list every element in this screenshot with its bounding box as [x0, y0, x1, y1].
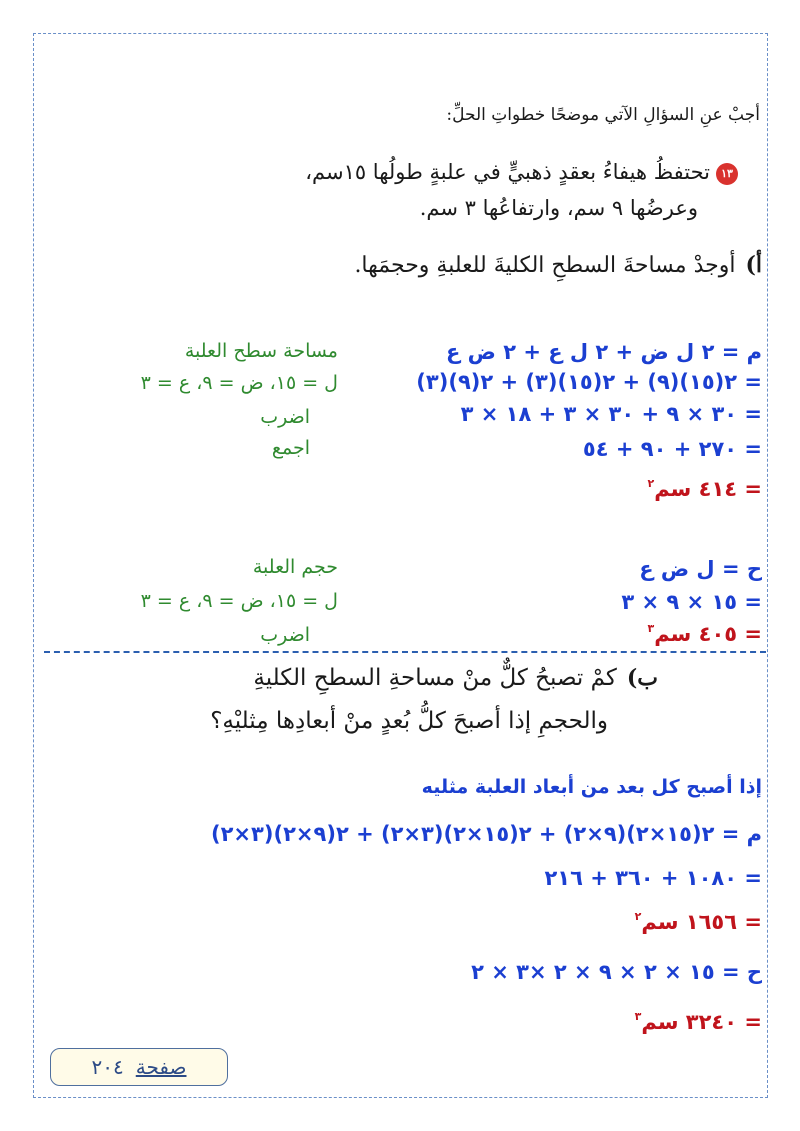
surface-result: [647, 477, 762, 501]
surface-note-title: مساحة سطح العلبة: [184, 340, 338, 362]
surface-note-add: اجمع: [271, 437, 310, 459]
doubled-surface-add: = ١٠٨٠ + ٣٦٠ + ٢١٦: [544, 866, 762, 890]
page-number-box: [50, 1048, 228, 1086]
doubled-volume-result-value: = ٣٢٤٠ سم: [641, 1010, 762, 1034]
volume-note-multiply: اضرب: [260, 624, 310, 646]
surface-result-value: = ٤١٤ سم: [654, 477, 762, 501]
instruction-text: أجبْ عنِ السؤالِ الآتي موضحًا خطواتِ الحلِّ:: [446, 105, 760, 125]
volume-note-title: حجم العلبة: [252, 556, 338, 578]
part-b-text-1: كمْ تصبحُ كلٌّ منْ مساحةِ السطحِ الكليةِ: [253, 665, 617, 691]
part-b-line-2: والحجمِ إذا أصبحَ كلُّ بُعدٍ منْ أبعادِها مِثليْهِ؟: [210, 708, 608, 734]
question-line-2: وعرضُها ٩ سم، وارتفاعُها ٣ سم.: [419, 196, 698, 220]
doubled-volume-result: [635, 1010, 762, 1034]
volume-result: [647, 622, 762, 646]
part-a: [354, 252, 762, 278]
question-number-badge: ١٣: [716, 163, 738, 185]
volume-result-exponent: ٣: [647, 622, 655, 635]
surface-note-multiply: اضرب: [260, 406, 310, 428]
surface-formula: م = ٢ ل ض + ٢ ل ع + ٢ ض ع: [445, 340, 762, 364]
doubled-surface-substitution: م = ٢(١٥×٢)(٩×٢) + ٢(١٥×٢)(٣×٢) + ٢(٩×٢)(٣×٢): [210, 822, 762, 846]
page-number: ٢٠٤: [91, 1055, 124, 1079]
page-label: صفحة: [135, 1055, 187, 1079]
surface-substitution: = ٢(١٥)(٩) + ٢(١٥)(٣) + ٢(٩)(٣): [416, 370, 762, 394]
volume-formula: ح = ل ض ع: [639, 557, 762, 581]
doubled-surface-result: [635, 910, 762, 934]
section-separator: [44, 651, 766, 653]
doubled-heading: إذا أصبح كل بعد من أبعاد العلبة مثليه: [421, 776, 762, 798]
surface-note-values: ل = ١٥، ض = ٩، ع = ٣: [140, 372, 338, 394]
part-b-line-1: [253, 665, 658, 691]
doubled-surface-exponent: ٢: [634, 910, 642, 923]
surface-add: = ٢٧٠ + ٩٠ + ٥٤: [582, 437, 762, 461]
doubled-volume-exponent: ٣: [634, 1010, 642, 1023]
part-a-text: أوجدْ مساحةَ السطحِ الكليةَ للعلبةِ وحجمَها.: [354, 253, 736, 278]
volume-note-values: ل = ١٥، ض = ٩، ع = ٣: [140, 590, 338, 612]
surface-multiply: = ٣٠ × ٩ + ٣٠ × ٣ + ١٨ × ٣: [460, 402, 762, 426]
doubled-volume-substitution: ح = ١٥ × ٢ × ٩ × ٢ ×٣ × ٢: [471, 960, 762, 984]
question-line-1: [305, 160, 738, 185]
surface-result-exponent: ٢: [647, 477, 655, 490]
volume-result-value: = ٤٠٥ سم: [654, 622, 762, 646]
volume-substitution: = ١٥ × ٩ × ٣: [621, 590, 762, 614]
doubled-surface-result-value: = ١٦٥٦ سم: [641, 910, 762, 934]
question-text: تحتفظُ هيفاءُ بعقدٍ ذهبيٍّ في علبةٍ طولُها ١٥سم،: [305, 160, 710, 184]
part-a-mark: أ): [745, 252, 762, 278]
part-b-mark: ب): [626, 665, 658, 691]
